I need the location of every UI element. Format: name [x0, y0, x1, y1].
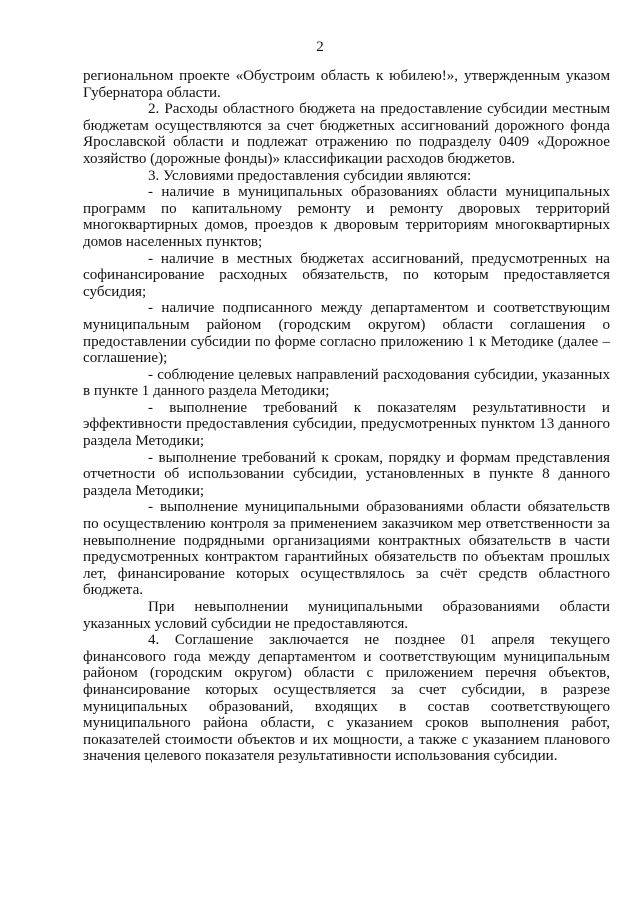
- condition-item: - наличие подписанного между департаментом и соответствующим муниципальным районом (городским округом) области соглашения о предоставлении субсидии по форме согласно приложению 1 к Методике (далее – соглашение);: [83, 300, 610, 367]
- condition-item: - выполнение муниципальными образованиями области обязательств по осуществлению контроля за применением заказчиком мер ответственности за невыполнение подрядными организациями контрактных обязательств в части предусмотренных контрактом гарантийных обязательств по объектам прошлых лет, финансирование которых осуществлялось за счёт средств областного бюджета.: [83, 499, 610, 599]
- document-body: [83, 68, 610, 765]
- paragraph-non-compliance: При невыполнении муниципальными образованиями области указанных условий субсидии не предоставляются.: [83, 599, 610, 632]
- condition-item: - соблюдение целевых направлений расходования субсидии, указанных в пункте 1 данного раздела Методики;: [83, 366, 610, 400]
- paragraph-item-2: 2. Расходы областного бюджета на предоставление субсидии местным бюджетам осуществляются за счет бюджетных ассигнований дорожного фонда Ярославской области и подлежат отражению по подразделу 0409 «Дорожное хозяйство (дорожные фонды)» классификации расходов бюджетов.: [83, 101, 610, 167]
- page-number: 2: [316, 39, 324, 55]
- paragraph-intro-continuation: региональном проекте «Обустроим область к юбилею!», утвержденным указом Губернатора области.: [83, 68, 610, 101]
- paragraph-item-4: 4. Соглашение заключается не позднее 01 апреля текущего финансового года между департаментом и соответствующим муниципальным районом (городским округом) области с приложением перечня объектов, финансирование которых осуществляется за счет субсидии, в разрезе муниципальных образований, входящих в состав соответствующего муниципального района области, с указанием сроков выполнения работ, показателей стоимости объектов и их мощности, а также с указанием планового значения целевого показателя результативности использования субсидии.: [83, 632, 610, 765]
- paragraph-item-3: 3. Условиями предоставления субсидии являются:: [148, 167, 472, 184]
- condition-item: - выполнение требований к срокам, порядку и формам представления отчетности об использовании субсидии, установленных в пункте 8 данного раздела Методики;: [83, 449, 610, 499]
- condition-item: - наличие в муниципальных образованиях области муниципальных программ по капитальному ремонту и ремонту дворовых территорий многоквартирных домов, проездов к дворовым территориям многоквартирных домов населенных пунктов;: [83, 184, 610, 250]
- condition-item: - выполнение требований к показателям результативности и эффективности предоставления субсидии, предусмотренных пунктом 13 данного раздела Методики;: [83, 399, 610, 450]
- condition-item: - наличие в местных бюджетах ассигнований, предусмотренных на софинансирование расходных обязательств, по которым предоставляется субсидия;: [83, 250, 610, 300]
